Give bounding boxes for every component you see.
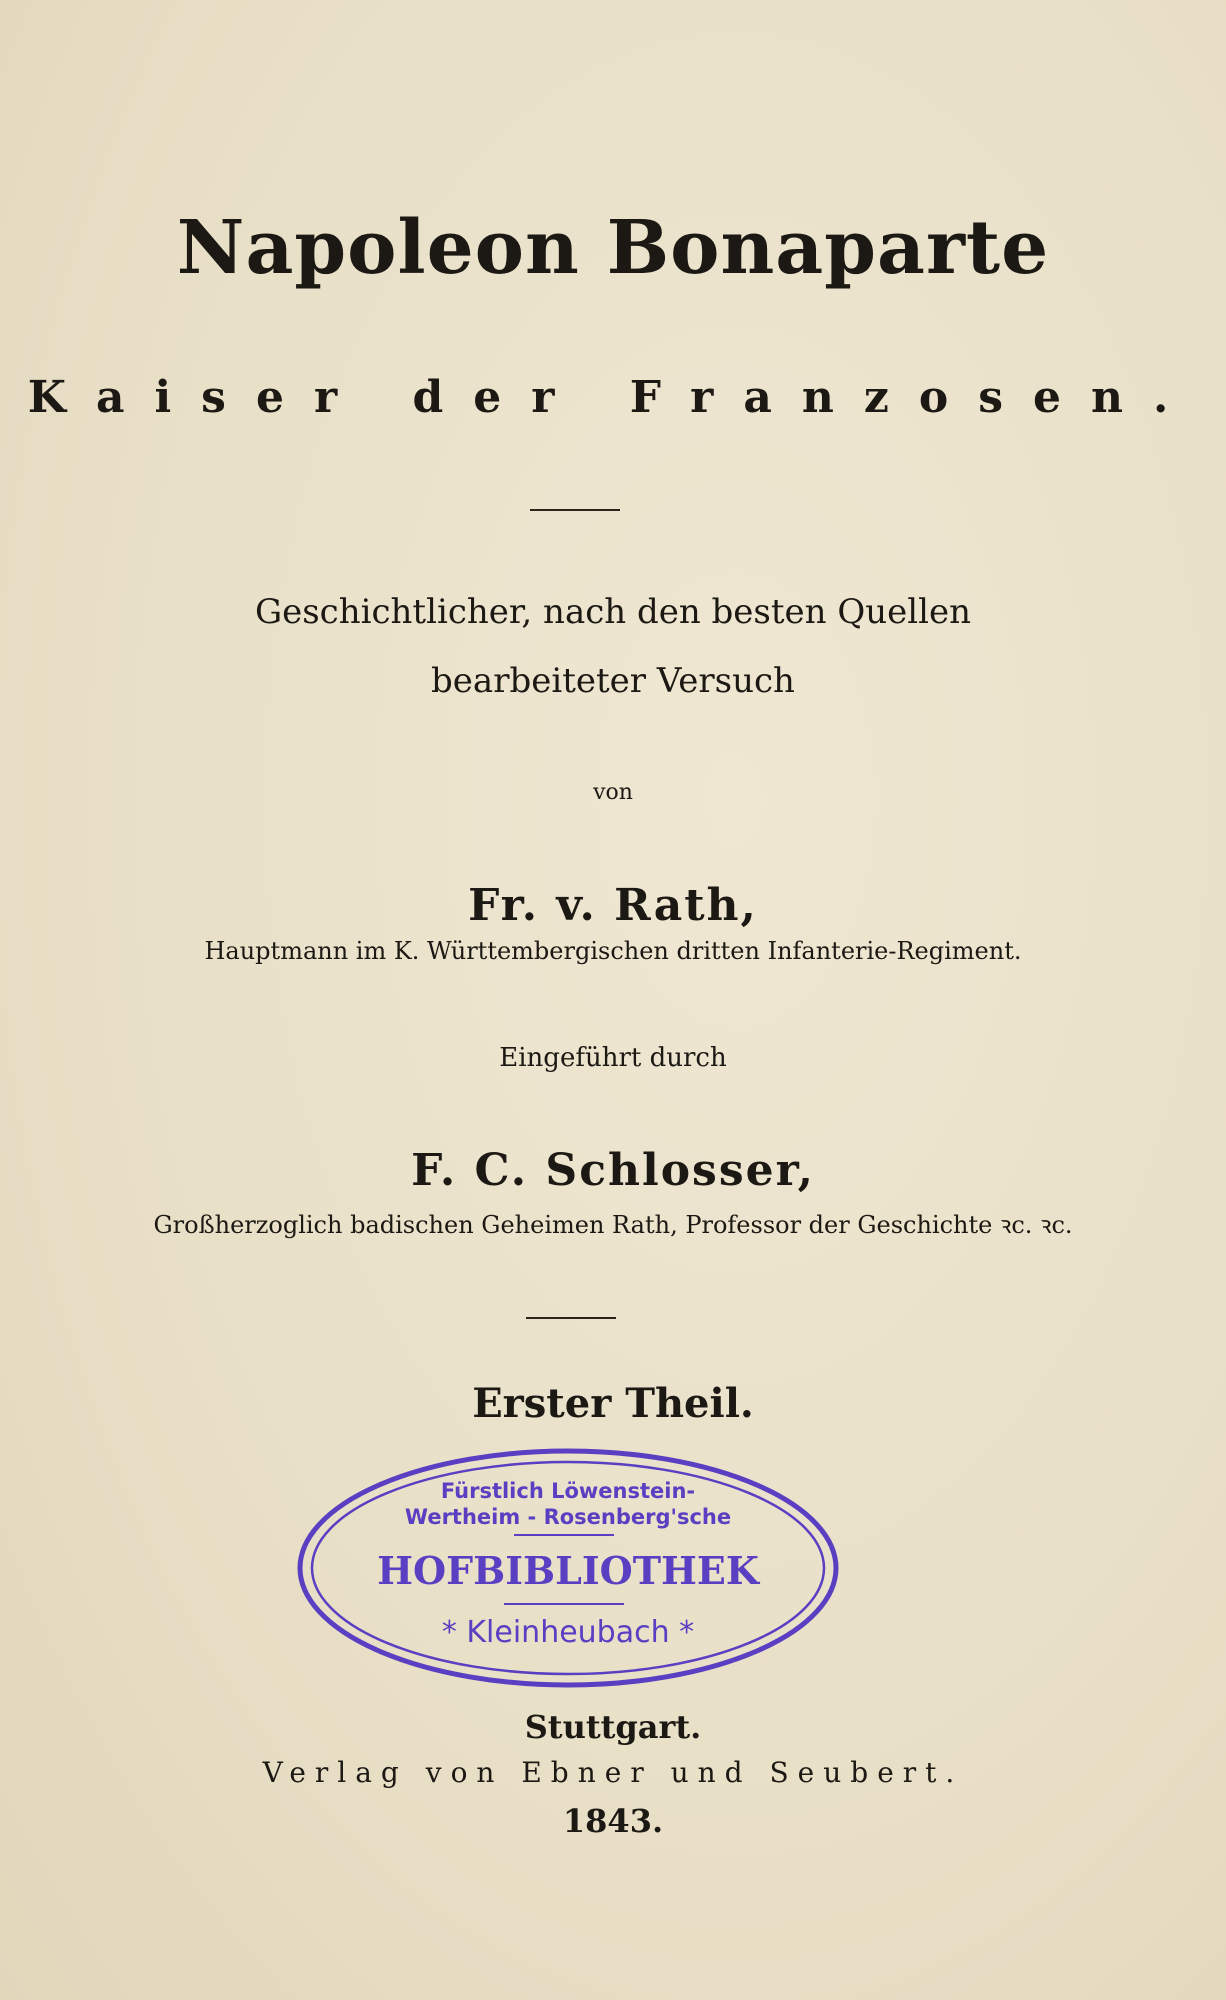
stamp-main: HOFBIBLIOTHEK [377, 1548, 759, 1593]
by-label: von [593, 780, 633, 805]
introduced-by-label: Eingeführt durch [499, 1043, 727, 1073]
divider-rule [526, 1317, 616, 1319]
introducer-title: Großherzoglich badischen Geheimen Rath, Professor der Geschichte ꝛc. ꝛc. [153, 1211, 1073, 1239]
stamp-line-2: Wertheim - Rosenberg'sche [404, 1505, 732, 1529]
volume-label: Erster Theil. [472, 1380, 754, 1427]
stamp-line-1: Fürstlich Löwenstein- [440, 1479, 696, 1503]
introducer-name: F. C. Schlosser, [411, 1145, 815, 1196]
author-name: Fr. v. Rath, [468, 880, 758, 931]
description-line-1: Geschichtlicher, nach den besten Quellen [254, 592, 972, 632]
publication-city: Stuttgart. [524, 1708, 702, 1746]
library-stamp [294, 1446, 842, 1690]
book-title: Napoleon Bonaparte [176, 205, 1050, 291]
description-line-2: bearbeiteter Versuch [431, 661, 795, 701]
publisher: Verlag von Ebner und Seubert. [262, 1756, 964, 1789]
author-title: Hauptmann im K. Württembergischen dritten Infanterie-Regiment. [204, 937, 1022, 965]
book-subtitle: Kaiser der Franzosen. [27, 372, 1199, 423]
stamp-place: * Kleinheubach * [441, 1615, 695, 1650]
divider-rule [530, 509, 620, 511]
publication-year: 1843. [562, 1802, 664, 1840]
